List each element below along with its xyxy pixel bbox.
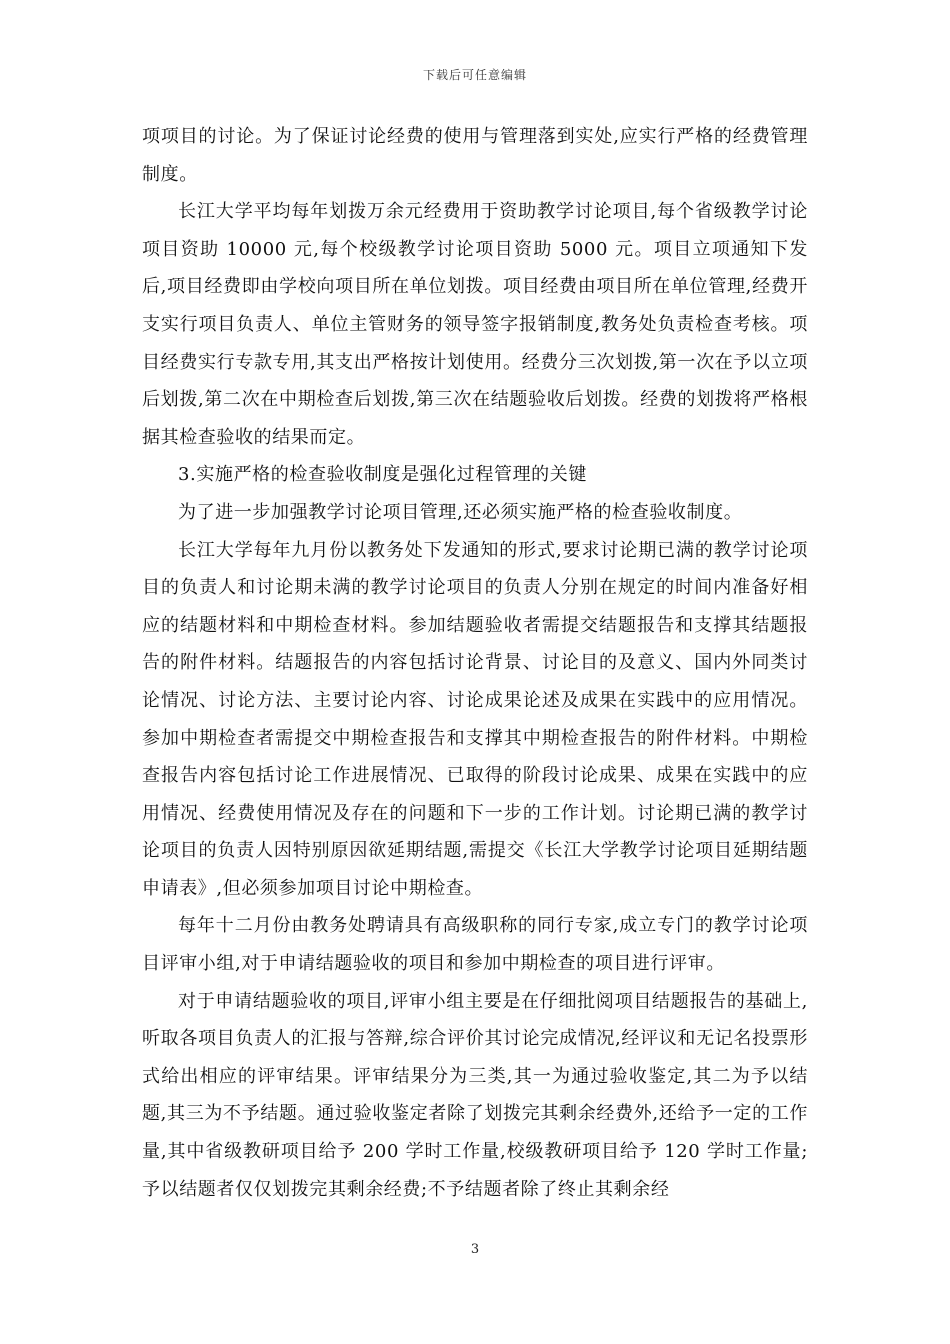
paragraph-5: 每年十二月份由教务处聘请具有高级职称的同行专家,成立专门的教学讨论项目评审小组,对于申请结题验收的项目和参加中期检查的项目进行评审。 [142,915,808,975]
paragraph-2: 长江大学平均每年划拨万余元经费用于资助教学讨论项目,每个省级教学讨论项目资助 10000 元,每个校级教学讨论项目资助 5000 元。项目立项通知下发后,项目经费即由学校向项目所在单位划拨。项目经费由项目所在单位管理,经费开支实行项目负责人、单位主管财务的领导签字报销制度,教务处负责检查考核。项目经费实行专款专用,其支出严格按计划使用。经费分三次划拨,第一次在予以立项后划拨,第二次在中期检查后划拨,第三次在结题验收后划拨。经费的划拨将严格根据其检查验收的结果而定。 [142,201,808,448]
paragraph-4: 长江大学每年九月份以教务处下发通知的形式,要求讨论期已满的教学讨论项目的负责人和讨论期未满的教学讨论项目的负责人分别在规定的时间内准备好相应的结题材料和中期检查材料。参加结题验收者需提交结题报告和支撑其结题报告的附件材料。结题报告的内容包括讨论背景、讨论目的及意义、国内外同类讨论情况、讨论方法、主要讨论内容、讨论成果论述及成果在实践中的应用情况。参加中期检查者需提交中期检查报告和支撑其中期检查报告的附件材料。中期检查报告内容包括讨论工作进展情况、已取得的阶段讨论成果、成果在实践中的应用情况、经费使用情况及存在的问题和下一步的工作计划。讨论期已满的教学讨论项目的负责人因特别原因欲延期结题,需提交《长江大学教学讨论项目延期结题申请表》,但必须参加项目讨论中期检查。 [142,539,808,899]
paragraph-3: 为了进一步加强教学讨论项目管理,还必须实施严格的检查验收制度。 [178,501,743,523]
page-header: 下载后可任意编辑 [422,68,527,82]
paragraph-6: 对于申请结题验收的项目,评审小组主要是在仔细批阅项目结题报告的基础上,听取各项目负责人的汇报与答辩,综合评价其讨论完成情况,经评议和无记名投票形式给出相应的评审结果。评审结果分为三类,其一为通过验收鉴定,其二为予以结题,其三为不予结题。通过验收鉴定者除了划拨完其剩余经费外,还给予一定的工作量,其中省级教研项目给予 200 学时工作量,校级教研项目给予 120 学时工作量;予以结题者仅仅划拨完其剩余经费;不予结题者除了终止其剩余经 [142,990,808,1200]
paragraph-1: 项项目的讨论。为了保证讨论经费的使用与管理落到实处,应实行严格的经费管理制度。 [142,126,808,185]
page-number: 3 [470,1242,480,1257]
section-heading: 3.实施严格的检查验收制度是强化过程管理的关键 [178,464,587,486]
document-body [142,118,808,1208]
